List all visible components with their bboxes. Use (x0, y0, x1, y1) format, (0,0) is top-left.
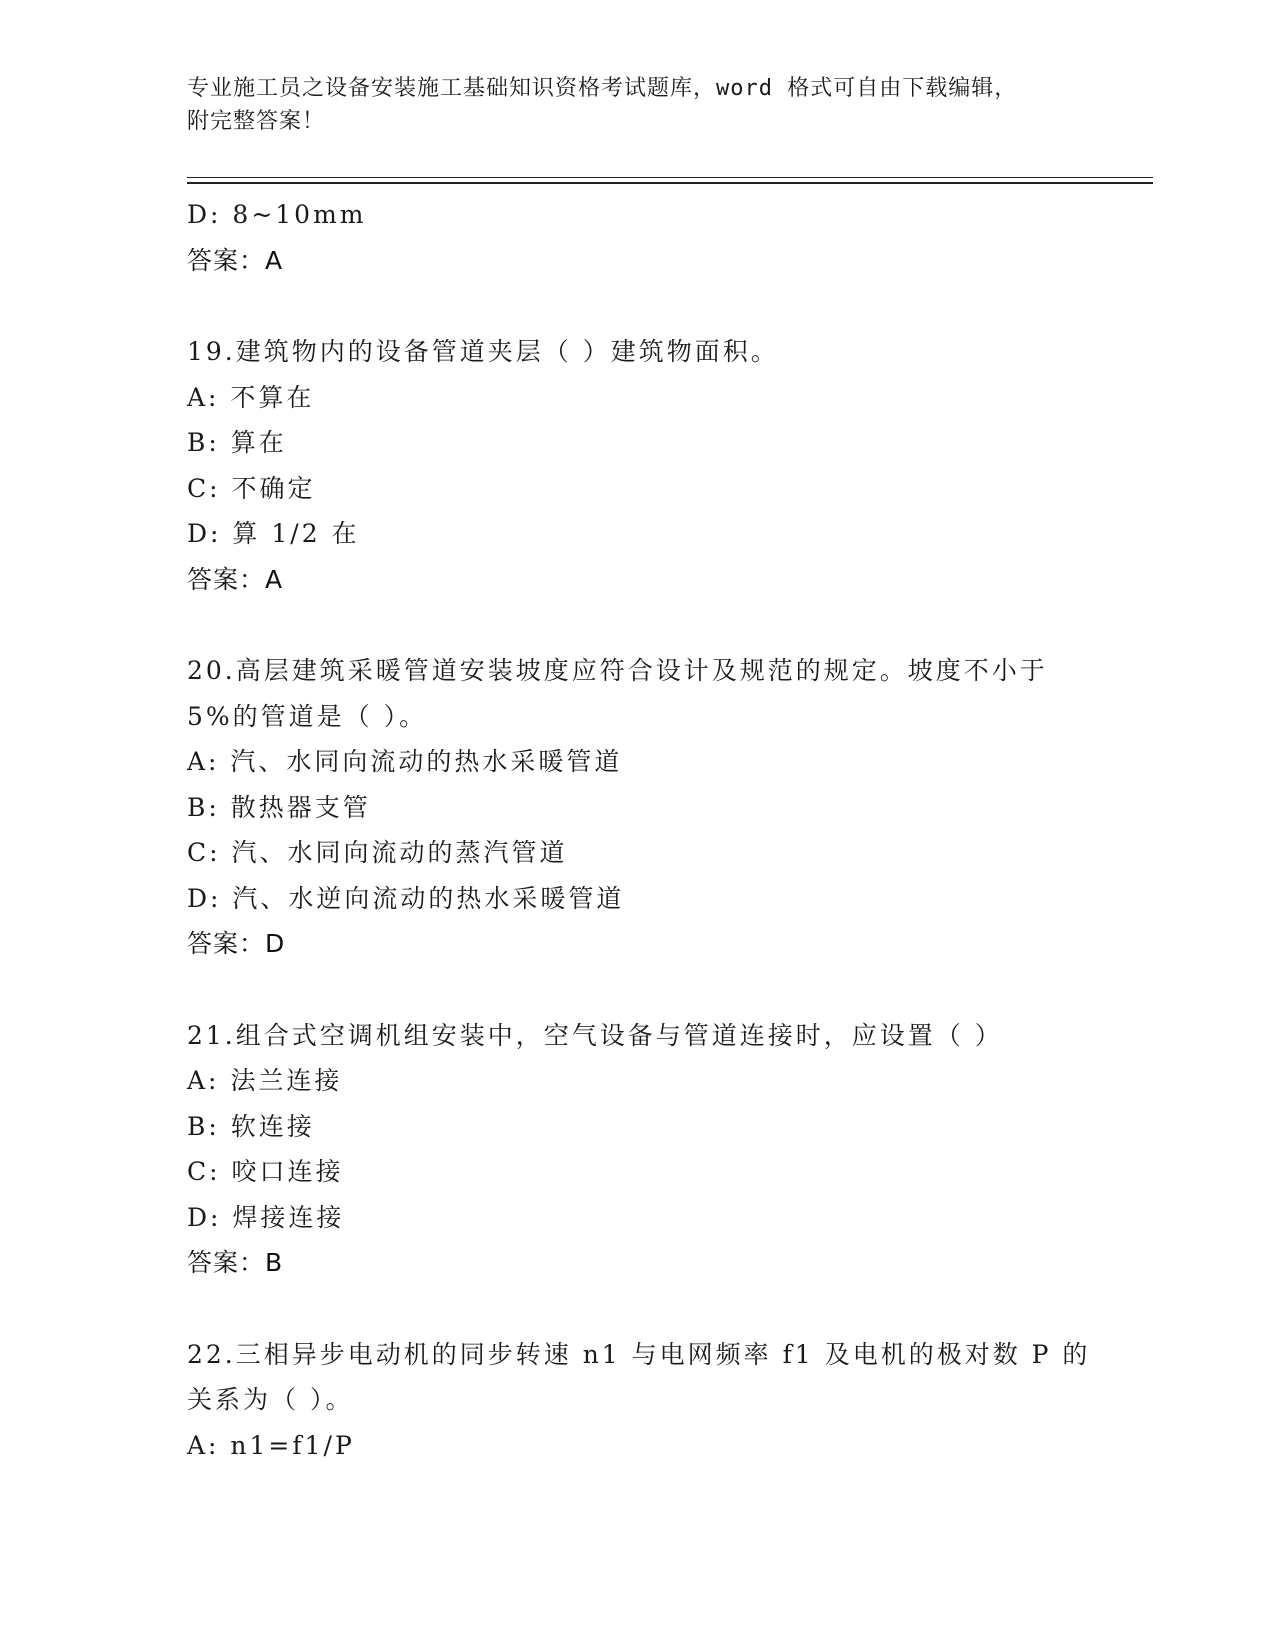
option-b: B: 算在 (187, 428, 287, 457)
spacer (187, 283, 1087, 329)
spacer (187, 967, 1087, 1013)
header-title-line-1: 专业施工员之设备安装施工基础知识资格考试题库，word 格式可自由下载编辑， (187, 76, 1018, 101)
option-c: C: 汽、水同向流动的蒸汽管道 (187, 838, 568, 867)
spacer (187, 1286, 1087, 1332)
question-stem: 21.组合式空调机组安装中，空气设备与管道连接时，应设置（ ） (187, 1020, 1003, 1050)
question-stem: 19.建筑物内的设备管道夹层（ ）建筑物面积。 (187, 337, 779, 366)
question-stem: 20.高层建筑采暖管道安装坡度应符合设计及规范的规定。坡度不小于 (187, 656, 1048, 685)
document-header (187, 72, 1087, 138)
question-18-carryover (187, 192, 1087, 283)
question-stem: 22.三相异步电动机的同步转速 n1 与电网频率 f1 及电机的极对数 P 的 (187, 1339, 1091, 1369)
option-c: C: 不确定 (187, 473, 316, 503)
spacer (187, 602, 1087, 648)
question-19 (187, 329, 1087, 602)
option-a: A: 不算在 (187, 382, 315, 412)
answer-line: 答案：A (187, 245, 284, 275)
option-b: B: 散热器支管 (187, 792, 371, 822)
question-content (187, 192, 1091, 1468)
question-stem-continued: 关系为（ ）。 (187, 1385, 354, 1414)
option-b: B: 软连接 (187, 1111, 315, 1141)
option-a: A: n1=f1/P (187, 1430, 355, 1460)
question-22 (187, 1332, 1091, 1469)
header-divider-thin (187, 177, 1153, 178)
answer-line: 答案：A (187, 564, 284, 594)
option-d: D: 汽、水逆向流动的热水采暖管道 (187, 883, 625, 913)
header-divider-thick (187, 182, 1153, 184)
option-a: A: 法兰连接 (187, 1066, 343, 1095)
option-c: C: 咬口连接 (187, 1157, 344, 1186)
option-d: D: 算 1/2 在 (187, 519, 360, 548)
question-20 (187, 648, 1087, 967)
header-title-line-2: 附完整答案！ (187, 109, 326, 134)
answer-line: 答案：B (187, 1248, 284, 1277)
option-d: D: 焊接连接 (187, 1202, 345, 1232)
answer-line: 答案：D (187, 929, 286, 958)
question-stem-continued: 5%的管道是（ ）。 (187, 701, 428, 731)
question-21 (187, 1013, 1087, 1286)
option-a: A: 汽、水同向流动的热水采暖管道 (187, 747, 623, 776)
option-d: D: 8~10mm (187, 200, 367, 229)
